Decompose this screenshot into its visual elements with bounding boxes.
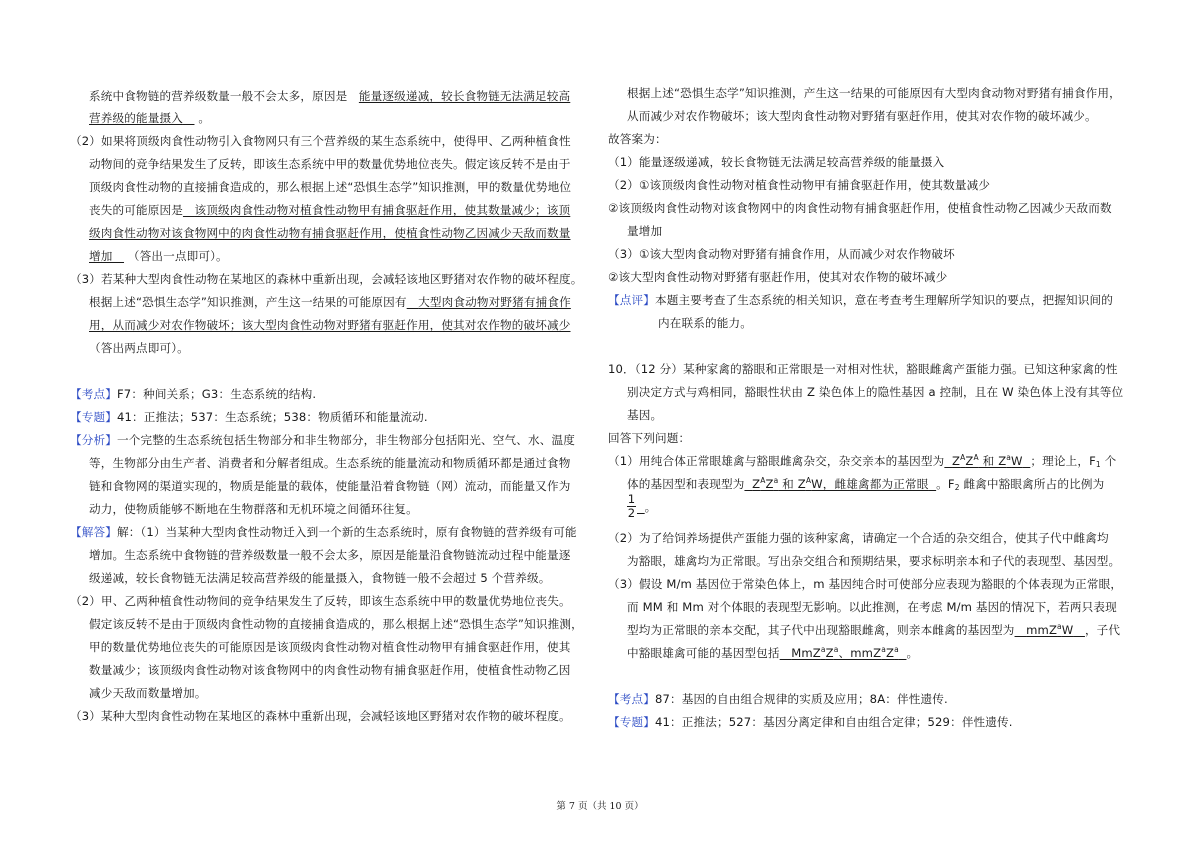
text-line: （2）为了给饲养场提供产蛋能力强的该种家禽，请确定一个合适的杂交组合，使其子代中雌禽均 (608, 531, 1109, 545)
dianping-tag: 【点评】 (608, 293, 655, 307)
text-line: ②该大型肉食性动物对野猪有驱赶作用，使其对农作物的破坏减少 (608, 270, 948, 284)
text-line: 别决定方式与鸡相同，豁眼性状由 Z 染色体上的隐性基因 a 控制，且在 W 染色体上没有其等位 (627, 385, 1124, 399)
text-line: （3）若某种大型肉食性动物在某地区的森林中重新出现，会减轻该地区野猪对农作物的破坏程度。 (70, 272, 583, 286)
text-line: 链和食物网的渠道实现的，物质是能量的载体，使能量沿着食物链（网）流动，而能量又作为 (89, 479, 571, 493)
page-footer: 第 7 页（共 10 页） (556, 801, 644, 812)
kaodian-line: 【考点】F7：种间关系；G3：生态系统的结构. (70, 387, 317, 401)
fenxi-line: 【分析】一个完整的生态系统包括生物部分和非生物部分，非生物部分包括阳光、空气、水、温度 (70, 433, 575, 447)
text-line: 营养级的能量摄入 。 (89, 111, 211, 125)
text-line: 。 (644, 500, 657, 514)
text-line: 根据上述“恐惧生态学”知识推测，产生这一结果的可能原因有大型肉食动物对野猪有捕食作用， (627, 86, 1121, 100)
kaodian-tag: 【考点】 (608, 692, 655, 706)
text-line: 内在联系的能力。 (658, 316, 752, 330)
text-line: 减少天敌而数量增加。 (89, 686, 207, 700)
text-line: 动力，使物质能够不断地在生物群落和无机环境之间循环往复。 (89, 502, 418, 516)
text-line: 级肉食性动物对该食物网中的肉食性动物有捕食驱赶作用，使植食性动物乙因减少天敌而数量 (89, 226, 571, 240)
kaodian-tag: 【考点】 (70, 387, 117, 401)
question-10-line: 10．（12 分）某种家禽的豁眼和正常眼是一对相对性状，豁眼雌禽产蛋能力强。已知这种家禽的性 (608, 362, 1118, 376)
zhuanti-line: 【专题】41：正推法；537：生态系统；538：物质循环和能量流动. (70, 410, 428, 424)
text-line: 而 MM 和 Mm 对个体眼的表现型无影响。以此推测，在考虑 M/m 基因的情况下，若两只表现 (627, 600, 1117, 614)
text-line: 甲的数量优势地位丧失的可能原因是该顶级肉食性动物对植食性动物甲有捕食驱赶作用，使其 (89, 640, 571, 654)
text-line: 等，生物部分由生产者、消费者和分解者组成。生态系统的能量流动和物质循环都是通过食物 (89, 456, 571, 470)
fraction-denominator: 2 (627, 506, 636, 520)
text-line: 增加 （答出一点即可）。 (89, 249, 228, 263)
text-line: （1）用纯合体正常眼雄禽与豁眼雌禽杂交，杂交亲本的基因型为 $Z^AZ^A$ 和 $Z^aW$ ；理论上，$F_1$ 个 (608, 453, 1117, 469)
text-line: （3）①该大型肉食动物对野猪有捕食作用，从而减少对农作物破坏 (608, 247, 955, 261)
text-line: 系统中食物链的营养级数量一般不会太多，原因是 能量逐级递减，较长食物链无法满足较高 (89, 89, 571, 103)
fenxi-tag: 【分析】 (70, 433, 117, 447)
text-line: （2）甲、乙两种植食性动物间的竞争结果发生了反转，即该生态系统中甲的数量优势地位丧失。 (70, 594, 571, 608)
text-line: （3）某种大型肉食性动物在某地区的森林中重新出现，会减轻该地区野猪对农作物的破坏程度。 (70, 709, 571, 723)
text-line: （3）假设 M/m 基因位于常染色体上，m 基因纯合时可使部分应表现为豁眼的个体表现为正常眼， (608, 577, 1123, 591)
fraction (627, 493, 636, 520)
text-line: （答出两点即可）。 (89, 341, 189, 355)
kaodian-line: 【考点】87：基因的自由组合规律的实质及应用；8A：伴性遗传. (608, 692, 948, 706)
text-line: 体的基因型和表现型为 $Z^AZ^a$ 和 $Z^AW$，雌雄禽都为正常眼 。$F_2$ 雌禽中豁眼禽所占的比例为 (627, 476, 1105, 492)
text-line: 用，从而减少对农作物破坏；该大型肉食性动物对野猪有驱赶作用，使其对农作物的破坏减少 (89, 318, 571, 332)
text-line: 顶级肉食性动物的直接捕食造成的，那么根据上述“恐惧生态学”知识推测，甲的数量优势地位 (89, 180, 572, 194)
text-line: 假定该反转不是由于顶级肉食性动物的直接捕食造成的，那么根据上述“恐惧生态学”知识推测， (89, 617, 583, 631)
dianping-line: 【点评】本题主要考查了生态系统的相关知识，意在考查考生理解所学知识的要点，把握知识间的 (608, 293, 1113, 307)
text-line: （1）能量逐级递减，较长食物链无法满足较高营养级的能量摄入 (608, 155, 945, 169)
text-line: 丧失的可能原因是 该顶级肉食性动物对植食性动物甲有捕食驱赶作用，使其数量减少；该顶 (89, 203, 571, 217)
text-line: 动物间的竞争结果发生了反转，即该生态系统中甲的数量优势地位丧失。假定该反转不是由于 (89, 157, 571, 171)
text-line: ②该顶级肉食性动物对该食物网中的肉食性动物有捕食驱赶作用，使植食性动物乙因减少天敌而数 (608, 201, 1112, 215)
text-line: 为豁眼，雄禽均为正常眼。写出杂交组合和预期结果，要求标明亲本和子代的表现型、基因型。 (627, 554, 1121, 568)
zhuanti-line: 【专题】41：正推法；527：基因分离定律和自由组合定律；529：伴性遗传. (608, 715, 1013, 729)
zhuanti-tag: 【专题】 (608, 715, 655, 729)
text-line: 中豁眼雄禽可能的基因型包括 $MmZ^aZ^a$、$mmZ^aZ^a$ 。 (627, 645, 919, 660)
text-line: 从而减少对农作物破坏；该大型肉食性动物对野猪有驱赶作用，使其对农作物的破坏减少。 (627, 109, 1097, 123)
text-line: 型均为正常眼的亲本交配，其子代中出现豁眼雌禽，则亲本雌禽的基因型为 mmZ$^a$W ，子代 (627, 622, 1121, 637)
jieda-line: 【解答】解：（1）当某种大型肉食性动物迁入到一个新的生态系统时，原有食物链的营养级有可能 (70, 525, 577, 539)
text-line: 数量减少；该顶级肉食性动物对该食物网中的肉食性动物有捕食驱赶作用，使植食性动物乙因 (89, 663, 571, 677)
fraction-numerator: 1 (627, 492, 636, 506)
text-line: 增加。生态系统中食物链的营养级数量一般不会太多，原因是能量沿食物链流动过程中能量逐 (89, 548, 571, 562)
text-line: （2）①该顶级肉食性动物对植食性动物甲有捕食驱赶作用，使其数量减少 (608, 178, 991, 192)
text-line: 故答案为： (608, 132, 667, 146)
text-line: 级递减，较长食物链无法满足较高营养级的能量摄入，食物链一般不会超过 5 个营养级。 (89, 571, 551, 585)
text-line: 回答下列问题： (608, 431, 691, 445)
text-line: 量增加 (627, 224, 663, 238)
jieda-tag: 【解答】 (70, 525, 117, 539)
text-line: （2）如果将顶级肉食性动物引入食物网只有三个营养级的某生态系统中，使得甲、乙两种植食性 (70, 134, 571, 148)
text-line: 基因。 (627, 408, 663, 422)
text-line: 根据上述“恐惧生态学”知识推测，产生这一结果的可能原因有 大型肉食动物对野猪有捕食作 (89, 295, 571, 309)
zhuanti-tag: 【专题】 (70, 410, 117, 424)
